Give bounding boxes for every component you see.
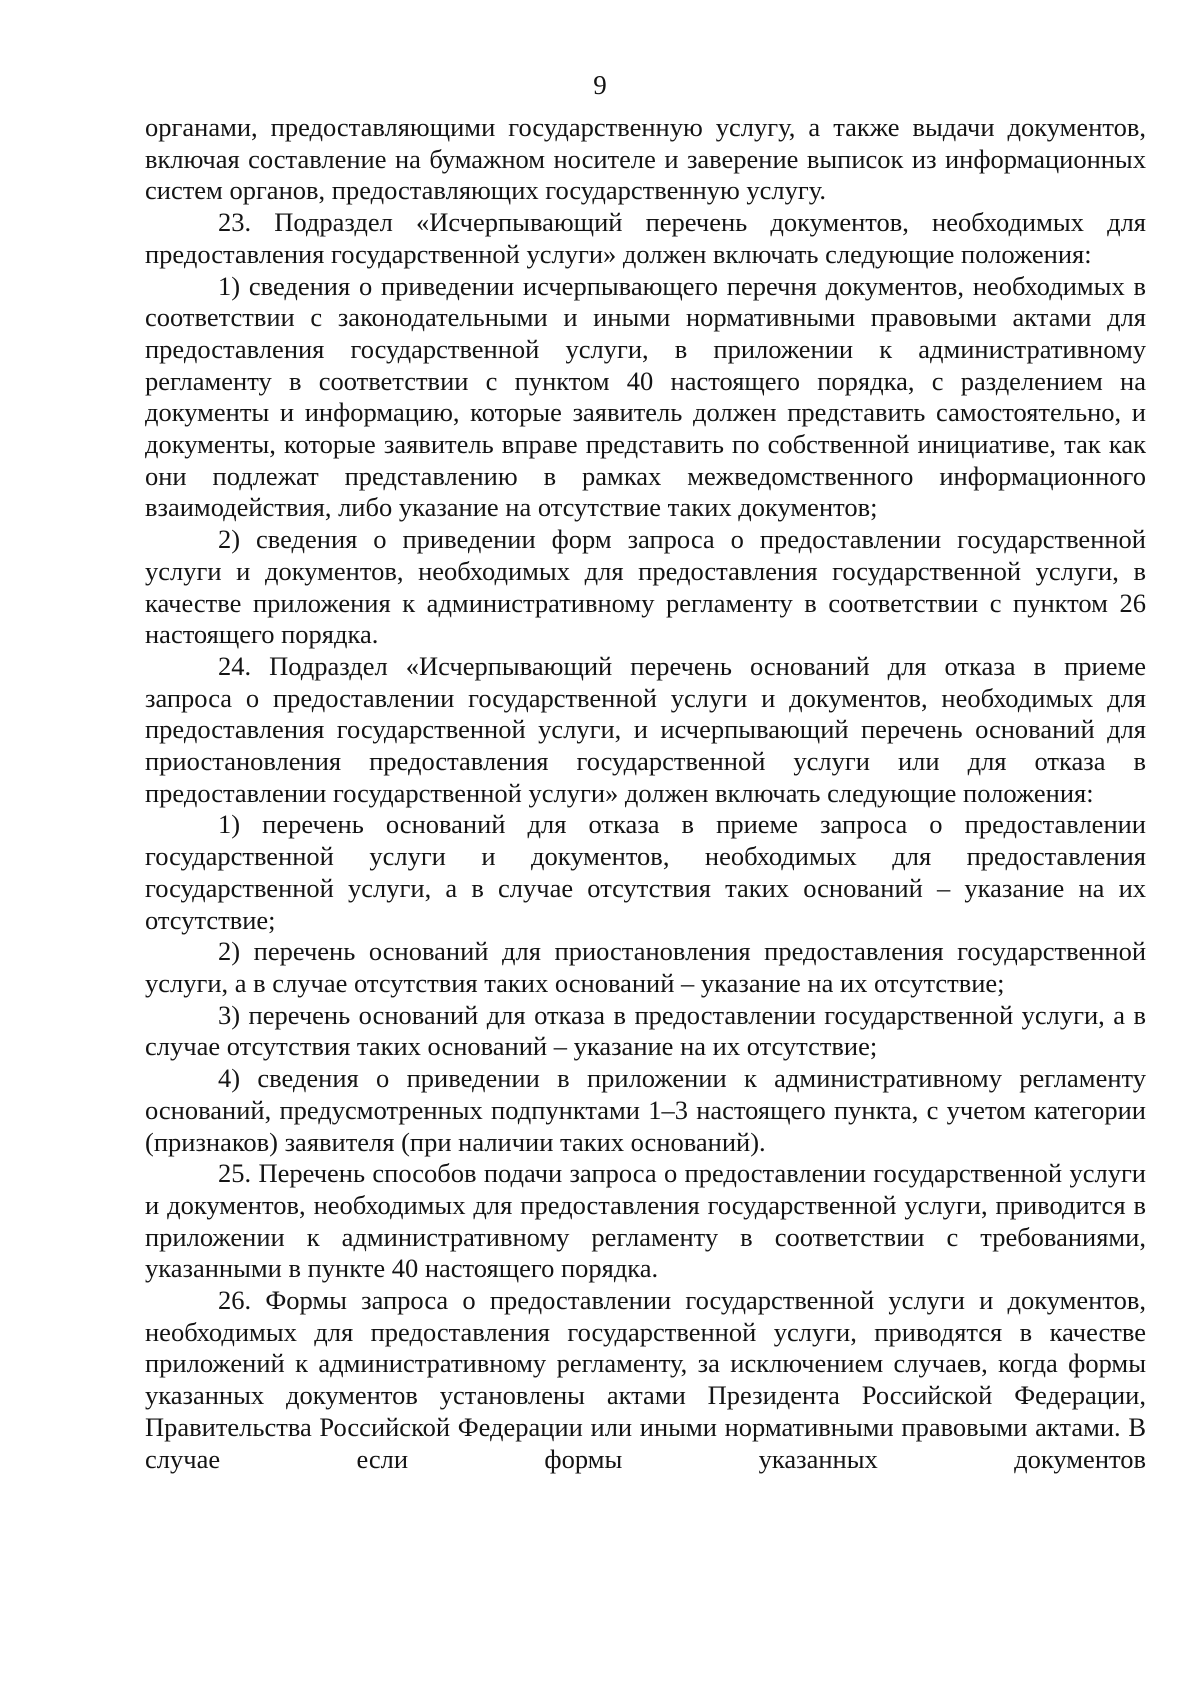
paragraph-item-24: 24. Подраздел «Исчерпывающий перечень оснований для отказа в приеме запроса о предоставлении государственной услуги и документов, необходимых для предоставления государственной услуги, и исчерпывающий перечень оснований для приостановления предоставления государственной услуги или для отказа в предоставлении государственной услуги» должен включать следующие положения: xyxy=(145,650,1146,808)
body-text xyxy=(145,112,1146,1475)
paragraph-item-24-3: 3) перечень оснований для отказа в предоставлении государственной услуги, а в случае отсутствия таких оснований – указание на их отсутствие; xyxy=(145,999,1146,1062)
paragraph-item-25: 25. Перечень способов подачи запроса о предоставлении государственной услуги и документов, необходимых для предоставления государственной услуги, приводится в приложении к административному регламенту в соответствии с требованиями, указанными в пункте 40 настоящего порядка. xyxy=(145,1158,1146,1284)
paragraph-item-23: 23. Подраздел «Исчерпывающий перечень документов, необходимых для предоставления государственной услуги» должен включать следующие положения: xyxy=(145,207,1146,269)
paragraph-item-26: 26. Формы запроса о предоставлении государственной услуги и документов, необходимых для предоставления государственной услуги, приводятся в качестве приложений к административному регламенту, за исключением случаев, когда формы указанных документов установлены актами Президента Российской Федерации, Правительства Российской Федерации или иными нормативными правовыми актами. В случае если формы указанных документов xyxy=(145,1285,1146,1474)
paragraph-item-24-2: 2) перечень оснований для приостановления предоставления государственной услуги, а в случае отсутствия таких оснований – указание на их отсутствие; xyxy=(145,936,1146,998)
paragraph-continuation: органами, предоставляющими государственную услугу, а также выдачи документов, включая составление на бумажном носителе и заверение выписок из информационных систем органов, предоставляющих государственную услугу. xyxy=(145,112,1146,206)
paragraph-item-23-1: 1) сведения о приведении исчерпывающего перечня документов, необходимых в соответствии с законодательными и иными нормативными правовыми актами для предоставления государственной услуги, в приложении к административному регламенту в соответствии с пунктом 40 настоящего порядка, с разделением на документы и информацию, которые заявитель должен представить самостоятельно, и документы, которые заявитель вправе представить по собственной инициативе, так как они подлежат представлению в рамках межведомственного информационного взаимодействия, либо указание на отсутствие таких документов; xyxy=(145,270,1146,523)
paragraph-item-24-1: 1) перечень оснований для отказа в приеме запроса о предоставлении государственной услуги и документов, необходимых для предоставления государственной услуги, а в случае отсутствия таких оснований – указание на их отсутствие; xyxy=(145,809,1146,935)
paragraph-item-23-2: 2) сведения о приведении форм запроса о предоставлении государственной услуги и документов, необходимых для предоставления государственной услуги, в качестве приложения к административному регламенту в соответствии с пунктом 26 настоящего порядка. xyxy=(145,524,1146,650)
page-number: 9 xyxy=(593,70,607,100)
paragraph-item-24-4: 4) сведения о приведении в приложении к административному регламенту оснований, предусмотренных подпунктами 1–3 настоящего пункта, с учетом категории (признаков) заявителя (при наличии таких оснований). xyxy=(145,1063,1146,1157)
